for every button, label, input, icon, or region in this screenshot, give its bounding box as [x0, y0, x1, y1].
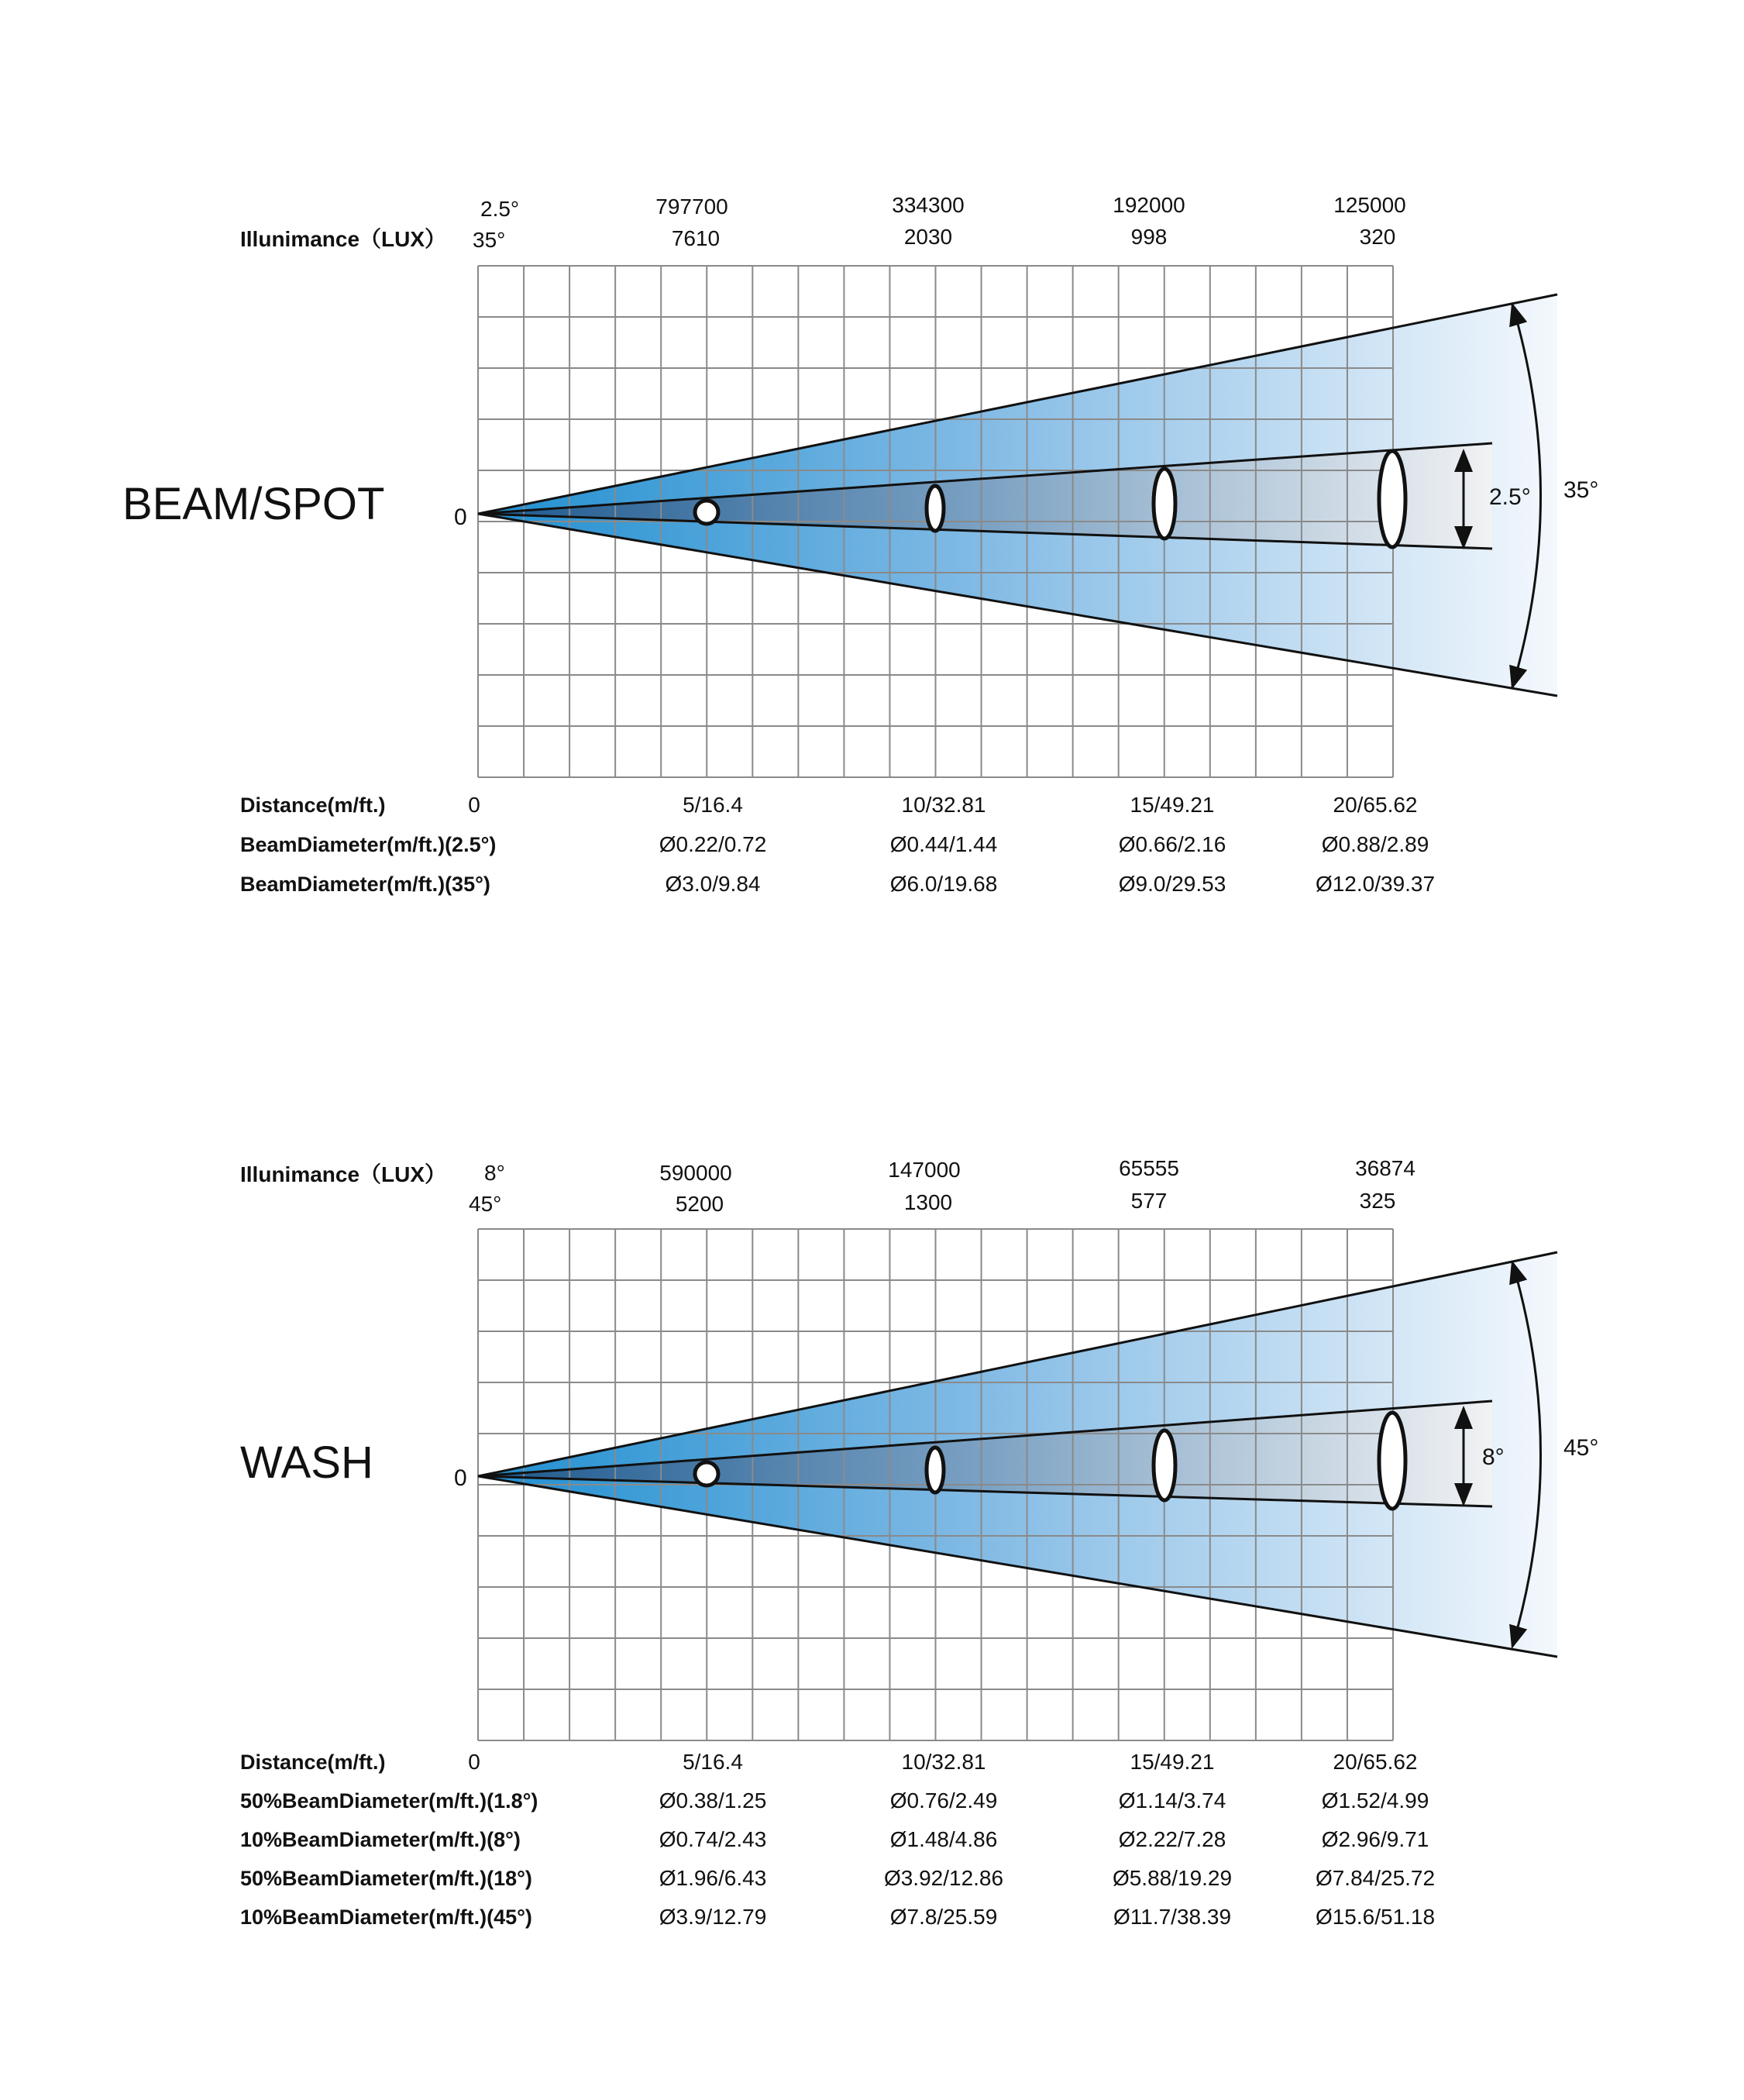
beam-angle-wide-marker: 35° [1563, 477, 1599, 503]
table-cell: 0 [468, 793, 480, 817]
wash-lux-wide-row [676, 1189, 1396, 1216]
table-cell: Ø1.52/4.99 [1321, 1788, 1429, 1813]
beam-angle-narrow-header: 2.5° [480, 197, 520, 221]
table-cell: Ø1.96/6.43 [659, 1866, 767, 1890]
beam-origin-label: 0 [454, 504, 467, 530]
wash-angle-wide-marker: 45° [1563, 1435, 1599, 1461]
table-cell: Ø2.96/9.71 [1321, 1827, 1429, 1851]
table-cell: 10/32.81 [901, 793, 986, 817]
beam-lux-wide-10m: 2030 [903, 225, 953, 249]
table-row-label: BeamDiameter(m/ft.)(2.5°) [240, 833, 497, 856]
table-cell: Ø3.92/12.86 [883, 1866, 1004, 1890]
table-row-label: 50%BeamDiameter(m/ft.)(1.8°) [240, 1789, 538, 1813]
table-cell: Ø0.44/1.44 [889, 832, 998, 856]
table-row-label: 10%BeamDiameter(m/ft.)(8°) [240, 1828, 521, 1851]
table-cell: Ø9.0/29.53 [1118, 872, 1226, 896]
table-cell: 10/32.81 [901, 1750, 986, 1774]
beam-illuminance-label: Illunimance（LUX） [240, 227, 447, 251]
beam-lux-narrow-row [655, 193, 1405, 219]
beam-lux-wide-row [672, 225, 1396, 250]
table-cell: Ø1.14/3.74 [1118, 1788, 1226, 1813]
wash-lux-narrow-15m: 65555 [1119, 1156, 1179, 1180]
table-cell: Ø0.66/2.16 [1118, 832, 1226, 856]
table-row-label: 50%BeamDiameter(m/ft.)(18°) [240, 1867, 532, 1890]
wash-lux-narrow-10m: 147000 [888, 1158, 961, 1182]
beam-angle-wide-header: 35° [473, 228, 506, 252]
table-cell: 15/49.21 [1130, 793, 1215, 817]
wash-illuminance-label: Illunimance（LUX） [240, 1162, 447, 1186]
beam-spot-marker-20m [1379, 451, 1405, 547]
beam-data-table [240, 793, 1435, 896]
beam-lux-narrow-15m: 192000 [1113, 193, 1185, 217]
beam-lux-wide-5m: 7610 [671, 226, 721, 250]
table-cell: Ø0.38/1.25 [659, 1788, 767, 1813]
table-cell: Ø0.22/0.72 [659, 832, 767, 856]
beam-spot-marker-15m [1154, 469, 1175, 539]
wash-spot-marker-10m [927, 1448, 944, 1492]
wash-angle-narrow-header: 8° [484, 1161, 505, 1185]
table-row-label: 10%BeamDiameter(m/ft.)(45°) [240, 1905, 532, 1929]
beam-lux-narrow-20m: 125000 [1333, 193, 1406, 217]
beam-spot-title: BEAM/SPOT [122, 479, 385, 529]
wash-angle-wide-header: 45° [469, 1192, 502, 1216]
wash-spot-marker-15m [1154, 1430, 1175, 1500]
wash-lux-wide-5m: 5200 [675, 1192, 724, 1216]
wash-lux-wide-15m: 577 [1130, 1189, 1168, 1213]
wash-section [240, 1156, 1598, 1929]
table-cell: Ø7.84/25.72 [1315, 1866, 1436, 1890]
table-cell: Ø0.76/2.49 [889, 1788, 998, 1813]
wash-spot-marker-20m [1379, 1413, 1405, 1509]
wash-angle-narrow-marker: 8° [1482, 1444, 1505, 1470]
beam-lux-wide-20m: 320 [1359, 225, 1396, 249]
wash-lux-narrow-5m: 590000 [659, 1161, 732, 1185]
table-row-label: Distance(m/ft.) [240, 794, 386, 817]
table-cell: Ø6.0/19.68 [889, 872, 998, 896]
table-cell: 20/65.62 [1333, 793, 1418, 817]
table-cell: Ø3.0/9.84 [665, 872, 761, 896]
table-cell: Ø7.8/25.59 [889, 1905, 998, 1929]
wash-lux-wide-20m: 325 [1359, 1189, 1396, 1213]
table-row-label: Distance(m/ft.) [240, 1751, 386, 1774]
table-row-label: BeamDiameter(m/ft.)(35°) [240, 873, 490, 896]
wash-data-table [240, 1750, 1435, 1929]
table-cell: 5/16.4 [683, 1750, 743, 1774]
wash-lux-narrow-20m: 36874 [1355, 1156, 1415, 1180]
table-cell: 20/65.62 [1333, 1750, 1418, 1774]
beam-angle-narrow-marker: 2.5° [1489, 484, 1531, 510]
beam-lux-narrow-5m: 797700 [655, 195, 728, 219]
table-cell: Ø3.9/12.79 [659, 1905, 767, 1929]
table-cell: Ø12.0/39.37 [1315, 872, 1436, 896]
beam-spot-section [122, 193, 1598, 896]
table-cell: Ø11.7/38.39 [1113, 1905, 1232, 1929]
beam-lux-narrow-10m: 334300 [892, 193, 965, 217]
table-cell: Ø2.22/7.28 [1118, 1827, 1226, 1851]
table-cell: Ø15.6/51.18 [1315, 1905, 1436, 1929]
beam-lux-wide-15m: 998 [1130, 225, 1168, 249]
wash-lux-wide-10m: 1300 [903, 1190, 953, 1214]
table-cell: 0 [468, 1750, 480, 1774]
table-cell: 5/16.4 [683, 793, 743, 817]
table-cell: Ø5.88/19.29 [1112, 1866, 1233, 1890]
beam-spot-marker-5m [695, 501, 718, 524]
wash-spot-marker-5m [695, 1462, 718, 1485]
wash-lux-narrow-row [659, 1156, 1415, 1185]
table-cell: 15/49.21 [1130, 1750, 1215, 1774]
wash-title: WASH [240, 1437, 373, 1488]
wash-origin-label: 0 [454, 1465, 467, 1491]
table-cell: Ø0.74/2.43 [659, 1827, 767, 1851]
beam-spot-marker-10m [927, 486, 944, 531]
table-cell: Ø0.88/2.89 [1321, 832, 1429, 856]
table-cell: Ø1.48/4.86 [889, 1827, 998, 1851]
